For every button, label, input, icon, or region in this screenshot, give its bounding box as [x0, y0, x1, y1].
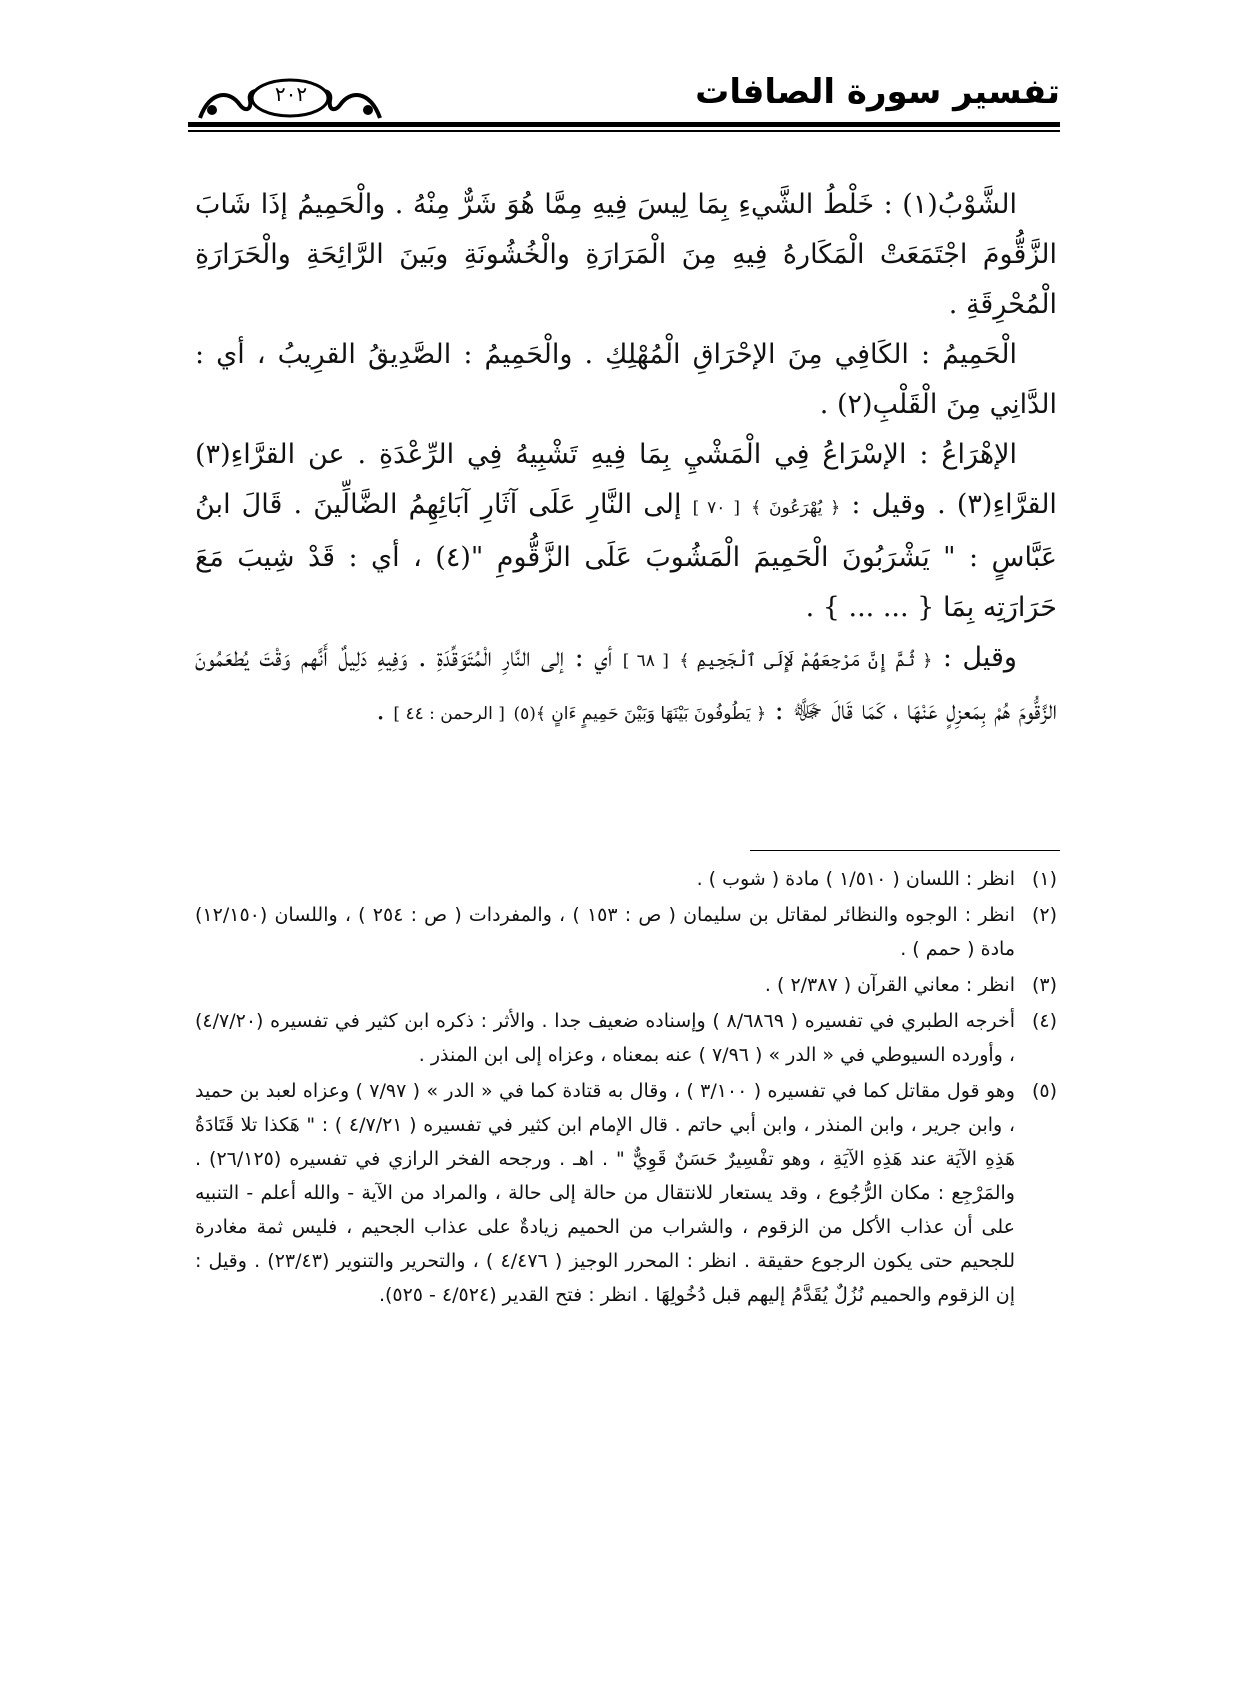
footnote-text: أخرجه الطبري في تفسيره ( ٨/٦٨٦٩ ) وإسناده ضعيف جدا . والأثر : ذكره ابن كثير في تفسيره (٤/٧/٢٠) ، وأورده السيوطي في « الدر » ( ٧/٩٦ ) عنه بمعناه ، وعزاه إلى ابن المنذر .: [195, 1010, 1016, 1066]
footnote-rule: [750, 850, 1060, 851]
verse-reference: [ ٧٠ ]: [692, 498, 740, 518]
footnote-number: (١): [1031, 868, 1057, 890]
footnote-3: [195, 968, 1057, 1002]
footnote-2: [195, 898, 1057, 966]
body-text: [195, 180, 1057, 739]
page-title: تفسير سورة الصافات: [695, 72, 1060, 112]
footnote-number: (٤): [1031, 1010, 1057, 1032]
paragraph-3: [195, 430, 1057, 633]
paragraph-1: الشَّوْبُ(١) : خَلْطُ الشَّيءِ بِمَا لِيسَ فِيهِ مِمَّا هُوَ شَرٌّ مِنْهُ . والْحَمِيمُ إذَا شَابَ الزَّقُّومَ اجْتَمَعَتْ الْمَكَارهُ فِيهِ مِنَ الْمَرَارَةِ والْخُشُونَةِ وبَينَ الرَّائِحَةِ والْحَرَارَةِ الْمُحْرِقَةِ .: [195, 189, 1057, 320]
quran-quote: ﴿ يُهْرَعُونَ ﴾: [751, 498, 841, 518]
footnote-text: انظر : معاني القرآن ( ٢/٣٨٧ ) .: [764, 974, 1015, 996]
verse-reference: [ الرحمن : ٤٤ ]: [393, 704, 505, 724]
header-rule-thin: [188, 130, 1060, 132]
footnote-number: (٢): [1031, 904, 1057, 926]
footnote-text: انظر : اللسان ( ١/٥١٠ ) مادة ( شوب ) .: [696, 868, 1015, 890]
paragraph-2: الْحَمِيمُ : الكَافِي مِنَ الإحْرَاقِ الْمُهْلِكِ . والْحَمِيمُ : الصَّدِيقُ القرِيبُ ، أي : الدَّانِي مِنَ الْقَلْبِ(٢) .: [195, 339, 1057, 420]
verse-reference: [ ٦٨ ]: [622, 651, 669, 671]
footnote-text: انظر : الوجوه والنظائر لمقاتل بن سليمان ( ص : ١٥٣ ) ، والمفردات ( ص : ٢٥٤ ) ، واللسان (١٢/١٥٠) مادة ( حمم ) .: [195, 904, 1016, 960]
page-number: ٢٠٢: [274, 82, 308, 106]
paragraph-4-mid: أي : إلى النَّارِ الْمُتَوَقِّدَةِ . وَفِيهِ دَلِيلٌ أَنَّهم وَقْتَ يُطعَمُونَ الزَّقُّومَ هُمْ بِمَعزِلٍ عَنْهَا ، كَمَا قَالَ ﷻ :: [195, 642, 1057, 726]
footnote-1: [195, 862, 1057, 896]
header-rule-thick: [188, 122, 1060, 127]
footnote-number: (٥): [1031, 1080, 1057, 1102]
footnote-4: [195, 1004, 1057, 1072]
paragraph-3-mid: القرَّاءِ(٣) . وقيل :: [851, 489, 1057, 520]
footnotes: [195, 862, 1057, 1314]
paragraph-4-start: وقيل :: [942, 642, 1017, 673]
footnote-text: وهو قول مقاتل كما في تفسيره ( ٣/١٠٠ ) ، وقال به قتادة كما في « الدر » ( ٧/٩٧ ) وعزاه لعبد بن حميد ، وابن جرير ، وابن المنذر ، وابن أبي حاتم . قال الإمام ابن كثير في تفسيره ( ٤/٧/٢١ ) : " هَكذا تلا قَتَادَةُ هَذِهِ الآيَة عند هَذِهِ الآيَةِ ، وهو تفْسِيرٌ حَسَنٌ قَوِيٌّ " . اهـ . ورجحه الفخر الرازي في تفسيره (٢٦/١٢٥) . والمَرْجِع : مكان الرُّجُوع ، وقد يستعار للانتقال من حالة إلى حالة ، والمراد من الآية - والله أعلم - التنبيه على أن عذاب الأكل من الزقوم ، والشراب من الحميم زيادةٌ على عذاب الجحيم ، فليس ثمة مغادرة للجحيم حتى يكون الرجوع حقيقة . انظر : المحرر الوجيز ( ٤/٤٧٦ ) ، والتحرير والتنوير (٢٣/٤٣) . وقيل : إن الزقوم والحميم نُزُلٌ يُقَدَّمُ إليهم قبل دُخُولِهَا . انظر : فتح القدير (٤/٥٢٤ - ٥٢٥).: [195, 1080, 1016, 1306]
paragraph-3-end: إلى النَّارِ عَلَى آثَارِ آبَائِهِمُ الضَّالِّينَ . قَالَ ابنُ عَبَّاسٍ : " يَشْرَبُونَ الْحَمِيمَ الْمَشُوبَ عَلَى الزَّقُّومِ "(٤) ، أي : قَدْ شِيبَ مَعَ حَرَارَتِه بِمَا { ... ... } .: [195, 489, 1057, 623]
paragraph-4-end: .: [376, 695, 385, 726]
quran-quote: ﴿ ثُمَّ إِنَّ مَرْجِعَهُمْ لَإِلَى ٱلْجَحِيمِ ﴾: [679, 651, 933, 671]
quran-quote: ﴿ يَطُوفُونَ بَيْنَهَا وَبَيْنَ حَمِيمٍ ءَانٍ ﴾(٥): [513, 704, 767, 724]
footnote-5: [195, 1074, 1057, 1312]
paragraph-4: [195, 633, 1057, 739]
footnote-number: (٣): [1031, 974, 1057, 996]
paragraph-3-start: الإهْرَاعُ : الإسْرَاعُ فِي الْمَشْيِ بِمَا فِيهِ تَشْبِيهُ فِي الرِّعْدَةِ . عن القرَّاءِ(٣): [195, 439, 1017, 470]
